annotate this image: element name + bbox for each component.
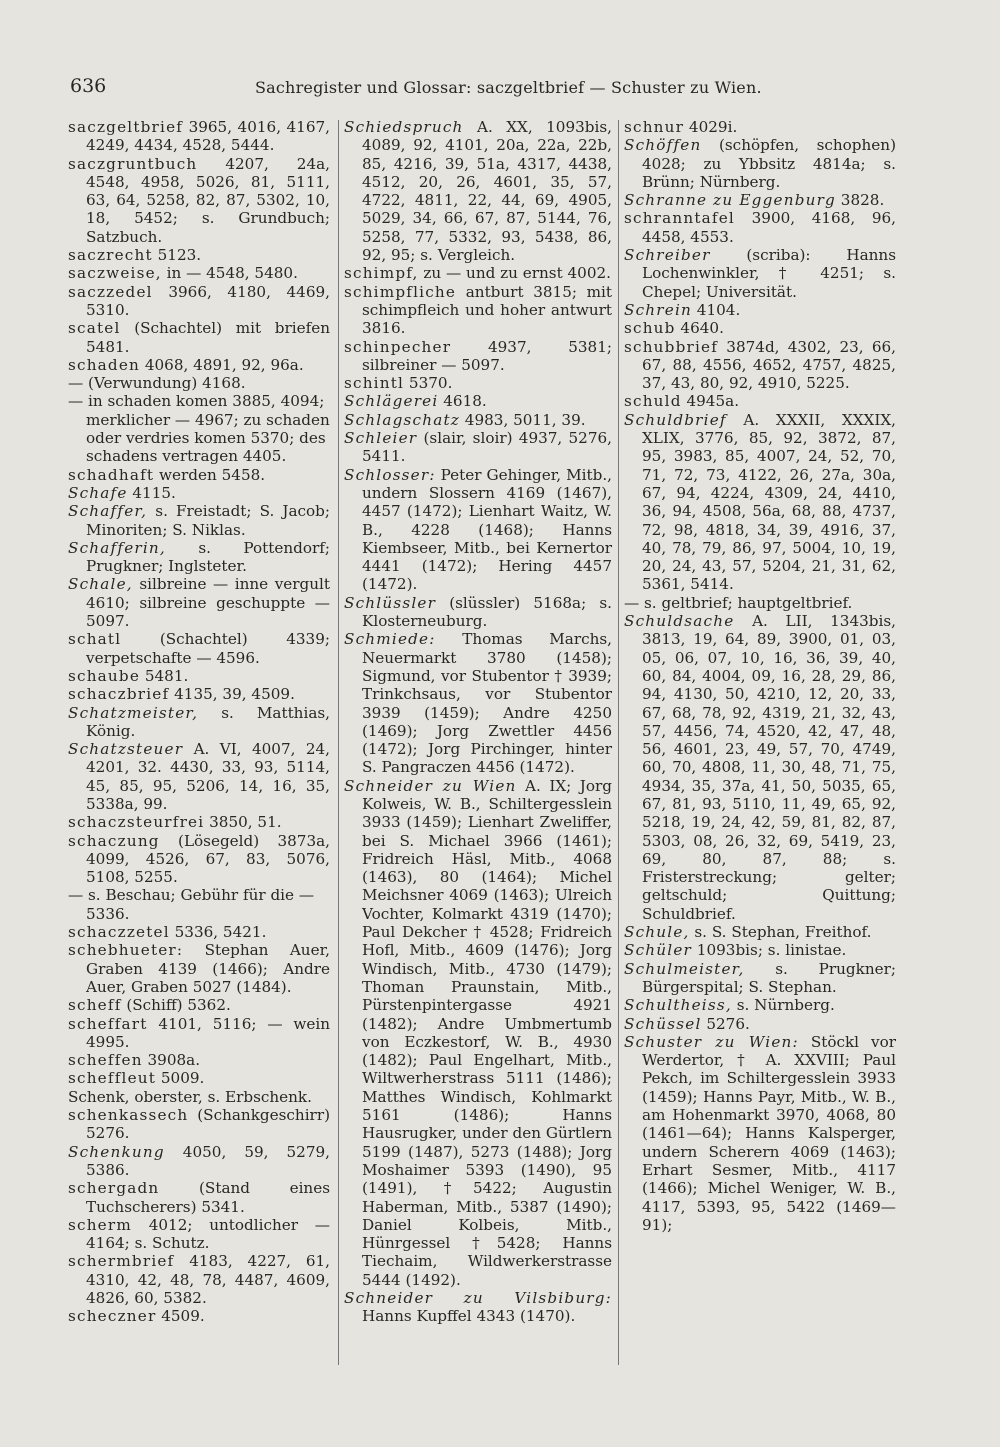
- index-entry: [68, 667, 330, 685]
- index-entry: [68, 1179, 330, 1216]
- index-entry: [624, 612, 896, 923]
- index-entry: [68, 704, 330, 741]
- entry-text: A. IX; Jorg Kolweis, W. B., Schiltergesslein 3933 (1459); Lienhart Zweliffer, bei S. Michael 3966 (1461); Fridreich Häsl, Mitb., 4068 (1463), 80 (1464); Michel Meichsner 4069 (1463); Ulreich Vochter, Kolmarkt 4319 (1470); Paul Dekcher † 4528; Fridreich Hofl, Mitb., 4609 (1476); Jorg Windisch, Mitb., 4730 (1479); Thoman Praunstain, Mitb., Pürstenpintergasse 4921 (1482); Andre Umbmertumb von Eczkestorf, W. B., 4930 (1482); Paul Engelhart, Mitb., Wiltwerherstrass 5111 (1486); Matthes Windisch, Kohlmarkt 5161 (1486); Hanns Hausrugker, under den Gürtlern 5199 (1487), 5273 (1488); Jorg Moshaimer 5393 (1490), 95 (1491), †5422; Augustin Haberman, Mitb., 5387 (1490); Daniel Kolbeis, Mitb., Hünrgessel †5428; Hanns Tiechaim, Wildwerkerstrasse 5444 (1492).: [362, 776, 612, 1289]
- index-entry: [344, 429, 612, 466]
- entry-text: s. Freistadt; S. Jacob; Minoriten; S. Niklas.: [86, 502, 330, 539]
- entry-text: 4135, 39, 4509.: [169, 685, 295, 704]
- index-entry: [344, 118, 612, 264]
- index-entry: [344, 264, 612, 282]
- entry-headword: Schlagschatz: [344, 410, 460, 429]
- index-column-2: [344, 118, 612, 1326]
- entry-headword: Schüssel: [624, 1014, 702, 1033]
- entry-headword: Schaffer,: [68, 502, 148, 521]
- entry-text: 3850, 51.: [204, 813, 282, 832]
- index-entry: [344, 1289, 612, 1326]
- entry-headword: scheff: [68, 996, 122, 1015]
- entry-headword: scheczner: [68, 1307, 157, 1326]
- index-entry: [68, 356, 330, 374]
- entry-headword: Schlosser:: [344, 465, 436, 484]
- entry-text: 5276.: [701, 1014, 750, 1033]
- entry-text: — s. Beschau; Gebühr für die — 5336.: [68, 886, 315, 923]
- index-entry: [68, 283, 330, 320]
- entry-headword: saczgruntbuch: [68, 154, 198, 173]
- entry-headword: schaczung: [68, 831, 160, 850]
- index-entry: [624, 411, 896, 594]
- index-entry: [624, 1033, 896, 1234]
- entry-headword: schimpf,: [344, 264, 419, 283]
- entry-text: (Schankgeschirr) 5276.: [86, 1106, 330, 1143]
- index-entry: [344, 392, 612, 410]
- entry-headword: schaden: [68, 355, 141, 374]
- entry-text: 4183, 4227, 61, 4310, 42, 48, 78, 4487, 4609, 4826, 60, 5382.: [86, 1252, 330, 1307]
- index-entry: [68, 813, 330, 831]
- entry-headword: schub: [624, 319, 676, 338]
- entry-headword: schranntafel: [624, 209, 735, 228]
- entry-headword: schaube: [68, 666, 141, 685]
- entry-text: Stephan Auer, Graben 4139 (1466); Andre Auer, Graben 5027 (1484).: [86, 941, 330, 996]
- entry-headword: Schmiede:: [344, 630, 436, 649]
- entry-text: Hanns Kupffel 4343 (1470).: [362, 1307, 576, 1326]
- entry-text: (Schachtel) mit briefen 5481.: [86, 319, 330, 356]
- entry-text: 5009.: [156, 1069, 205, 1088]
- index-entry: [624, 923, 896, 941]
- entry-text: 4012; untodlicher — 4164; s. Schutz.: [86, 1215, 330, 1253]
- entry-headword: Schenkung: [68, 1142, 165, 1161]
- entry-headword: Schale,: [68, 575, 133, 594]
- entry-headword: Schöffen: [624, 136, 702, 155]
- entry-text: 4101, 5116; — wein 4995.: [86, 1014, 330, 1051]
- entry-headword: saczweise,: [68, 264, 162, 283]
- entry-text: 4104.: [691, 300, 741, 319]
- column-rule-left: [338, 120, 339, 1365]
- index-entry: [68, 374, 330, 392]
- index-entry: [68, 941, 330, 996]
- entry-text: 4618.: [438, 392, 487, 411]
- index-entry: [344, 338, 612, 375]
- entry-headword: schnur: [624, 118, 685, 136]
- index-entry: [68, 1143, 330, 1180]
- entry-headword: scheffen: [68, 1051, 143, 1070]
- entry-text: A. XX, 1093bis, 4089, 92, 4101, 20a, 22a, 22b, 85, 4216, 39, 51a, 4317, 4438, 4512, 20, 26, 4601, 35, 57, 4722, 4811, 22, 44, 69, 4905, 5029, 34, 66, 67, 87, 5144, 76, 5258, 77, 5332, 93, 5438, 86, 92, 95; s. Vergleich.: [362, 118, 612, 265]
- index-entry: [624, 996, 896, 1014]
- entry-headword: schenkassech: [68, 1106, 189, 1125]
- entry-headword: Schuldbrief: [624, 410, 727, 429]
- index-entry: [68, 1216, 330, 1253]
- index-entry: [68, 630, 330, 667]
- entry-headword: schuld: [624, 392, 682, 411]
- entry-headword: schermbrief: [68, 1252, 175, 1271]
- entry-text: 4029i.: [684, 118, 738, 136]
- entry-text: s. Pottendorf; Prugkner; Inglsteter.: [86, 538, 330, 576]
- index-entry: [68, 1069, 330, 1087]
- entry-text: 4207, 24a, 4548, 4958, 5026, 81, 5111, 63, 64, 5258, 82, 87, 5302, 10, 18, 5452; s. Grundbuch; Satzbuch.: [86, 154, 330, 246]
- entry-text: 4937, 5381; silbreiner — 5097.: [362, 337, 612, 374]
- index-column-1: [68, 118, 330, 1326]
- entry-text: s. S. Stephan, Freithof.: [689, 923, 872, 942]
- entry-headword: saczgeltbrief: [68, 118, 184, 136]
- entry-text: (Stand eines Tuchscherers) 5341.: [86, 1179, 330, 1216]
- entry-headword: Schultheiss,: [624, 996, 732, 1015]
- index-entry: [624, 301, 896, 319]
- entry-text: 4509.: [156, 1307, 205, 1326]
- entry-text: A. VI, 4007, 24, 4201, 32. 4430, 33, 93, 5114, 45, 85, 95, 5206, 14, 16, 35, 5338a, 99.: [86, 740, 330, 813]
- entry-text: in — 4548, 5480.: [161, 264, 298, 283]
- index-entry: [68, 832, 330, 887]
- entry-text: 3965, 4016, 4167, 4249, 4434, 4528, 5444.: [86, 118, 330, 155]
- index-entry: [68, 392, 330, 465]
- entry-text: s. Matthias, König.: [86, 703, 330, 740]
- entry-text: (slüssler) 5168a; s. Klosterneuburg.: [362, 593, 612, 631]
- entry-headword: schaczsteurfrei: [68, 813, 205, 832]
- entry-text: — in schaden komen 3885, 4094; merklicher — 4967; zu schaden oder verdries komen 5370; des schadens vertragen 4405.: [68, 392, 330, 466]
- entry-text: (Schachtel) 4339; verpetschafte — 4596.: [86, 630, 330, 667]
- entry-text: 3908a.: [142, 1051, 201, 1070]
- entry-text: Peter Gehinger, Mitb., undern Slossern 4169 (1467), 4457 (1472); Lienhart Waitz, W. B., 4228 (1468); Hanns Kiembseer, Mitb., bei Kernertor 4441 (1472); Hering 4457 (1472).: [362, 465, 612, 594]
- entry-headword: Schneider zu Wien: [344, 776, 517, 795]
- entry-text: s. Nürnberg.: [731, 996, 835, 1015]
- entry-text: werden 5458.: [154, 465, 266, 484]
- entry-text: 5336, 5421.: [169, 923, 267, 942]
- entry-text: (schöpfen, schophen) 4028; zu Ybbsitz 4814a; s. Brünn; Nürnberg.: [642, 136, 896, 191]
- index-entry: [68, 685, 330, 703]
- entry-text: 1093bis; s. linistae.: [691, 941, 847, 960]
- index-entry: [624, 209, 896, 246]
- entry-headword: schinpecher: [344, 337, 452, 356]
- index-entry: [624, 136, 896, 191]
- entry-text: A. XXXII, XXXIX, XLIX, 3776, 85, 92, 3872, 87, 95, 3983, 85, 4007, 24, 52, 70, 71, 72, 73, 4122, 26, 27a, 30a, 67, 94, 4224, 4309, 24, 4410, 36, 94, 4508, 56a, 68, 88, 4737, 72, 98, 4818, 34, 39, 4916, 37, 40, 78, 79, 86, 97, 5004, 10, 19, 20, 24, 43, 57, 5204, 21, 31, 62, 5361, 5414.: [642, 410, 896, 594]
- index-entry: [68, 1106, 330, 1143]
- entry-text: 5123.: [152, 246, 202, 265]
- entry-headword: Schlüssler: [344, 593, 437, 612]
- index-entry: [624, 338, 896, 393]
- entry-text: (Schiff) 5362.: [121, 996, 231, 1015]
- index-entry: [68, 502, 330, 539]
- index-entry: [68, 1307, 330, 1325]
- entry-text: (scriba): Hanns Lochenwinkler, † 4251; s. Chepel; Universität.: [642, 246, 896, 301]
- index-entry: [344, 630, 612, 776]
- entry-headword: Schleier: [344, 429, 418, 448]
- entry-headword: scatel: [68, 319, 121, 338]
- index-entry: [68, 466, 330, 484]
- index-entry: [68, 1252, 330, 1307]
- index-entry: [344, 777, 612, 1289]
- entry-text: Thomas Marchs, Neuermarkt 3780 (1458); Sigmund, vor Stubentor † 3939; Trinkchsaus, vor Stubentor 3939 (1459); Andre 4250 (1469); Jorg Zwettler 4456 (1472); Jorg Pirchinger, hinter S. Pangraczen 4456 (1472).: [362, 630, 612, 777]
- entry-headword: Schulmeister,: [624, 959, 745, 978]
- index-entry: [68, 740, 330, 813]
- entry-headword: Schafe: [68, 483, 128, 502]
- index-entry: [68, 996, 330, 1014]
- entry-text: 4115.: [127, 483, 176, 502]
- entry-text: 3900, 4168, 96, 4458, 4553.: [642, 209, 896, 246]
- entry-headword: Schuster zu Wien:: [624, 1032, 799, 1051]
- entry-headword: saczrecht: [68, 246, 153, 265]
- column-rule-right: [618, 120, 619, 1365]
- index-entry: [344, 374, 612, 392]
- index-entry: [624, 960, 896, 997]
- entry-headword: Schranne zu Eggenburg: [624, 191, 836, 210]
- entry-text: 3828.: [835, 191, 885, 210]
- entry-headword: Schatzmeister,: [68, 703, 199, 722]
- entry-headword: Schuldsache: [624, 612, 735, 631]
- index-entry: [68, 264, 330, 282]
- entry-text: (slair, sloir) 4937, 5276, 5411.: [362, 429, 612, 466]
- index-entry: [344, 411, 612, 429]
- page-number: 636: [70, 75, 107, 97]
- index-entry: [624, 392, 896, 410]
- entry-headword: Schüler: [624, 941, 692, 960]
- index-entry: [624, 941, 896, 959]
- entry-headword: saczzedel: [68, 282, 153, 301]
- entry-headword: Schrein: [624, 300, 692, 319]
- entry-text: 3874d, 4302, 23, 66, 67, 88, 4556, 4652, 4757, 4825, 37, 43, 80, 92, 4910, 5225.: [642, 337, 896, 393]
- entry-text: — (Verwundung) 4168.: [68, 374, 246, 393]
- entry-headword: scherm: [68, 1215, 132, 1234]
- index-entry: [344, 283, 612, 338]
- index-entry: [68, 886, 330, 923]
- entry-headword: schintl: [344, 374, 405, 393]
- entry-headword: schatl: [68, 630, 122, 649]
- entry-headword: schebhueter:: [68, 941, 184, 960]
- entry-headword: schimpfliche: [344, 282, 457, 301]
- entry-headword: Schlägerei: [344, 392, 439, 411]
- index-entry: [68, 484, 330, 502]
- entry-text: 4983, 5011, 39.: [459, 410, 586, 429]
- entry-text: 3966, 4180, 4469, 5310.: [86, 282, 330, 319]
- entry-text: s. Prugkner; Bürgerspital; S. Stephan.: [642, 959, 896, 996]
- index-column-3: [624, 118, 896, 1234]
- entry-headword: schergadn: [68, 1179, 160, 1198]
- index-entry: [624, 118, 896, 136]
- index-entry: [624, 319, 896, 337]
- entry-text: antburt 3815; mit schimpfleich und hoher antwurt 3816.: [362, 282, 612, 338]
- entry-text: 5370.: [404, 374, 453, 393]
- entry-text: Schenk, oberster, s. Erbschenk.: [68, 1087, 312, 1106]
- index-entry: [68, 118, 330, 155]
- entry-headword: Schule,: [624, 923, 690, 942]
- entry-headword: Schafferin,: [68, 538, 166, 557]
- entry-headword: schaczzetel: [68, 923, 170, 942]
- entry-text: 4050, 59, 5279, 5386.: [86, 1142, 330, 1179]
- entry-text: (Lösegeld) 3873a, 4099, 4526, 67, 83, 5076, 5108, 5255.: [86, 831, 330, 887]
- entry-text: — s. geltbrief; hauptgeltbrief.: [624, 593, 853, 612]
- entry-text: 5481.: [140, 666, 189, 685]
- entry-headword: Schatzsteuer: [68, 740, 184, 759]
- index-entry: [68, 319, 330, 356]
- index-entry: [68, 1051, 330, 1069]
- entry-text: silbreine — inne vergult 4610; silbreine geschuppte — 5097.: [86, 575, 330, 631]
- index-entry: [624, 246, 896, 301]
- entry-headword: schaczbrief: [68, 685, 170, 704]
- index-entry: [68, 246, 330, 264]
- entry-text: 4640.: [675, 319, 724, 338]
- index-entry: [68, 575, 330, 630]
- entry-headword: Schreiber: [624, 246, 711, 265]
- entry-headword: schadhaft: [68, 465, 155, 484]
- entry-headword: scheffleut: [68, 1069, 157, 1088]
- index-entry: [68, 539, 330, 576]
- index-entry: [68, 155, 330, 246]
- entry-headword: Schneider zu Vilsbiburg:: [344, 1289, 612, 1307]
- index-entry: [344, 466, 612, 594]
- entry-text: Stöckl vor Werdertor, † A. XXVIII; Paul Pekch, im Schiltergesslein 3933 (1459); Hanns Payr, Mitb., W. B., am Hohenmarkt 3970, 4068, 80 (1461—64); Hanns Kalsperger, undern Scherern 4069 (1463); Erhart Sesmer, Mitb., 4117 (1466); Michel Weniger, W. B., 4117, 5393, 95, 5422 (1469—91);: [642, 1032, 896, 1234]
- entry-text: A. LII, 1343bis, 3813, 19, 64, 89, 3900, 01, 03, 05, 06, 07, 10, 16, 36, 39, 40, 60, 84, 4004, 09, 16, 28, 29, 86, 94, 4130, 50, 4210, 12, 20, 33, 67, 68, 78, 92, 4319, 21, 32, 43, 57, 4456, 74, 4520, 42, 47, 48, 56, 4601, 23, 49, 57, 70, 4749, 60, 70, 4808, 11, 30, 48, 71, 75, 4934, 35, 37a, 41, 50, 5035, 65, 67, 81, 93, 5110, 11, 49, 65, 92, 5218, 19, 24, 42, 59, 81, 82, 87, 5303, 08, 26, 32, 69, 5419, 23, 69, 80, 87, 88; s. Fristerstreckung; gelter; geltschuld; Quittung; Schuldbrief.: [642, 612, 896, 923]
- entry-headword: scheffart: [68, 1014, 148, 1033]
- index-entry: [624, 1015, 896, 1033]
- entry-text: 4945a.: [681, 392, 740, 411]
- index-entry: [68, 1015, 330, 1052]
- entry-headword: schubbrief: [624, 337, 719, 356]
- running-title: Sachregister und Glossar: saczgeltbrief — Schuster zu Wien.: [255, 78, 762, 97]
- entry-text: 4068, 4891, 92, 96a.: [140, 355, 304, 374]
- index-entry: [624, 191, 896, 209]
- entry-text: zu — und zu ernst 4002.: [418, 264, 611, 283]
- index-entry: [68, 1088, 330, 1106]
- entry-headword: Schiedspruch: [344, 118, 464, 136]
- index-entry: [624, 594, 896, 612]
- index-entry: [68, 923, 330, 941]
- index-entry: [344, 594, 612, 631]
